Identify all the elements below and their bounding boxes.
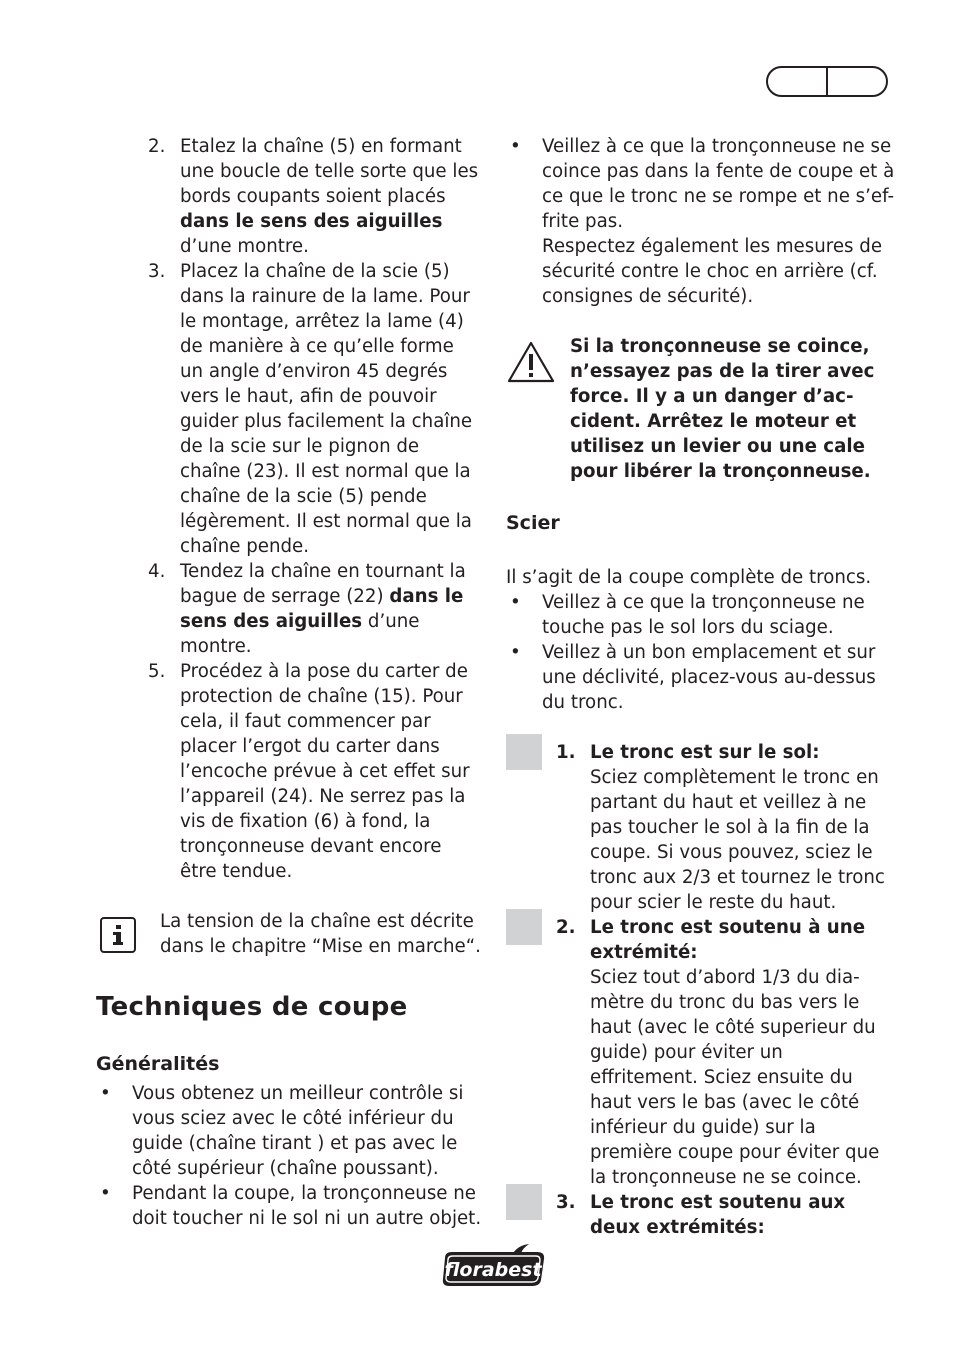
- case-item: [506, 740, 896, 915]
- case-number: 1.: [556, 742, 576, 763]
- case-number: 2.: [556, 917, 576, 938]
- bullet-item: • Veillez à ce que la tronçonneuse ne se coince pas dans la fente de coupe et à ce que le tronc ne se rompe et ne s’ef-frite pas. Respectez également les mesures de sécurité contre le choc en arrière (cf. consignes de sécurité).: [510, 136, 895, 307]
- step-text: Tendez la chaîne en tournant la bague de serrage (22): [180, 561, 466, 607]
- info-note: [96, 909, 482, 959]
- case-number: 3.: [556, 1192, 576, 1213]
- step-item: [96, 134, 482, 259]
- bullet-item: • Veillez à un bon emplacement et sur une déclivité, placez-vous au-dessus du tronc.: [510, 642, 876, 713]
- case-text: Sciez complètement le tronc en partant du haut et veillez à ne pas toucher le sol à la fin de la coupe. Si vous pouvez, sciez le tronc aux 2/3 et tournez le tronc pour scier le reste du haut.: [590, 767, 885, 913]
- scier-bullets: [506, 590, 896, 715]
- step-text: Procédez à la pose du carter de protection de chaîne (15). Pour cela, il faut commencer par placer l’ergot du carter dans l’encoche prévue à cet effet sur l’appareil (24). Ne serrez pas la vis de fixation (6) à fond, la tronçonneuse devant encore être tendue.: [180, 661, 470, 882]
- subsection-title-scier: Scier: [506, 512, 560, 534]
- cutting-cases: [506, 740, 896, 1240]
- case-title: Le tronc est soutenu à une extrémité:: [590, 917, 866, 963]
- step-item: [96, 659, 482, 884]
- case-item: [506, 915, 896, 1190]
- left-column: [96, 134, 482, 1231]
- info-note-text: La tension de la chaîne est décrite dans le chapitre “Mise en marche“.: [160, 911, 481, 957]
- scier-intro: Il s’agit de la coupe complète de troncs.: [506, 567, 872, 588]
- bullet-text: Veillez à ce que la tronçonneuse ne touche pas le sol lors du sciage.: [542, 592, 865, 638]
- step-item: [96, 559, 482, 659]
- warning-icon: [506, 340, 556, 384]
- step-number: 4.: [148, 561, 166, 582]
- step-text: Placez la chaîne de la scie (5) dans la rainure de la lame. Pour le montage, arrêtez la lame (4) de manière à ce qu’elle forme un angle d’environ 45 degrés vers le haut, afin de pouvoir guider plus facilement la chaîne de la scie sur le pignon de chaîne (23). Il est normal que la chaîne de la scie (5) pende légèrement. Il est normal que la chaîne pende.: [180, 261, 473, 557]
- illustration-placeholder: [506, 909, 542, 945]
- illustration-placeholder: [506, 734, 542, 770]
- case-title: Le tronc est soutenu aux deux extrémités:: [590, 1192, 846, 1238]
- illustration-placeholder: [506, 1184, 542, 1220]
- step-item: [96, 259, 482, 559]
- warning-text: Si la tronçonneuse se coince, n’essayez pas de la tirer avec force. Il y a un danger d’ac-cident. Arrêtez le moteur et utilisez un levier ou une cale pour libérer la tronçonneuse.: [570, 336, 875, 482]
- step-text-after: d’une montre.: [180, 236, 309, 257]
- language-badge: [766, 66, 888, 97]
- right-column: [506, 134, 896, 1240]
- bullet-text-cont: Respectez également les mesures de sécurité contre le choc en arrière (cf. consignes de sécurité).: [542, 236, 883, 307]
- subsection-title: Généralités: [96, 1053, 220, 1075]
- step-text: Etalez la chaîne (5) en formant une boucle de telle sorte que les bords coupants soient placés: [180, 136, 479, 207]
- case-title: Le tronc est sur le sol:: [590, 742, 820, 763]
- general-bullets: [96, 1081, 482, 1231]
- bullet-item: • Pendant la coupe, la tronçonneuse ne doit toucher ni le sol ni un autre objet.: [100, 1183, 482, 1229]
- step-number: 2.: [148, 136, 166, 157]
- bullet-item: • Vous obtenez un meilleur contrôle si vous sciez avec le côté inférieur du guide (chaîne tirant ) et pas avec le côté supérieur (chaîne poussant).: [100, 1083, 464, 1179]
- case-text: Sciez tout d’abord 1/3 du dia-mètre du tronc du bas vers le haut (avec le côté superieur du guide) pour éviter un effritement. Sciez ensuite du haut vers le bas (avec le côté inférieur du guide) sur la première coupe pour éviter que la tronçonneuse ne se coince.: [590, 967, 880, 1188]
- step-emphasis: dans le sens des aiguilles: [180, 586, 464, 632]
- bullet-item: • Veillez à ce que la tronçonneuse ne touche pas le sol lors du sciage.: [510, 592, 865, 638]
- section-title: Techniques de coupe: [96, 992, 408, 1022]
- florabest-logo: [439, 1244, 550, 1288]
- case-item: [506, 1190, 896, 1240]
- info-icon: [100, 917, 136, 953]
- warning-note: [506, 334, 896, 484]
- step-text-after: d’une montre.: [180, 611, 420, 657]
- logo-text: florabest: [444, 1259, 542, 1281]
- bullet-text: Veillez à un bon emplacement et sur une déclivité, placez-vous au-dessus du tronc.: [542, 642, 876, 713]
- bullet-text: Pendant la coupe, la tronçonneuse ne doit toucher ni le sol ni un autre objet.: [132, 1183, 482, 1229]
- bullet-text: Vous obtenez un meilleur contrôle si vous sciez avec le côté inférieur du guide (chaîne tirant ) et pas avec le côté supérieur (chaîne poussant).: [132, 1083, 464, 1179]
- bullet-text: Veillez à ce que la tronçonneuse ne se coince pas dans la fente de coupe et à ce que le tronc ne se rompe et ne s’ef-frite pas.: [542, 136, 895, 232]
- top-bullets: [506, 134, 896, 309]
- assembly-steps: [96, 134, 482, 884]
- step-emphasis: dans le sens des aiguilles: [180, 211, 443, 232]
- step-number: 3.: [148, 261, 166, 282]
- step-number: 5.: [148, 661, 166, 682]
